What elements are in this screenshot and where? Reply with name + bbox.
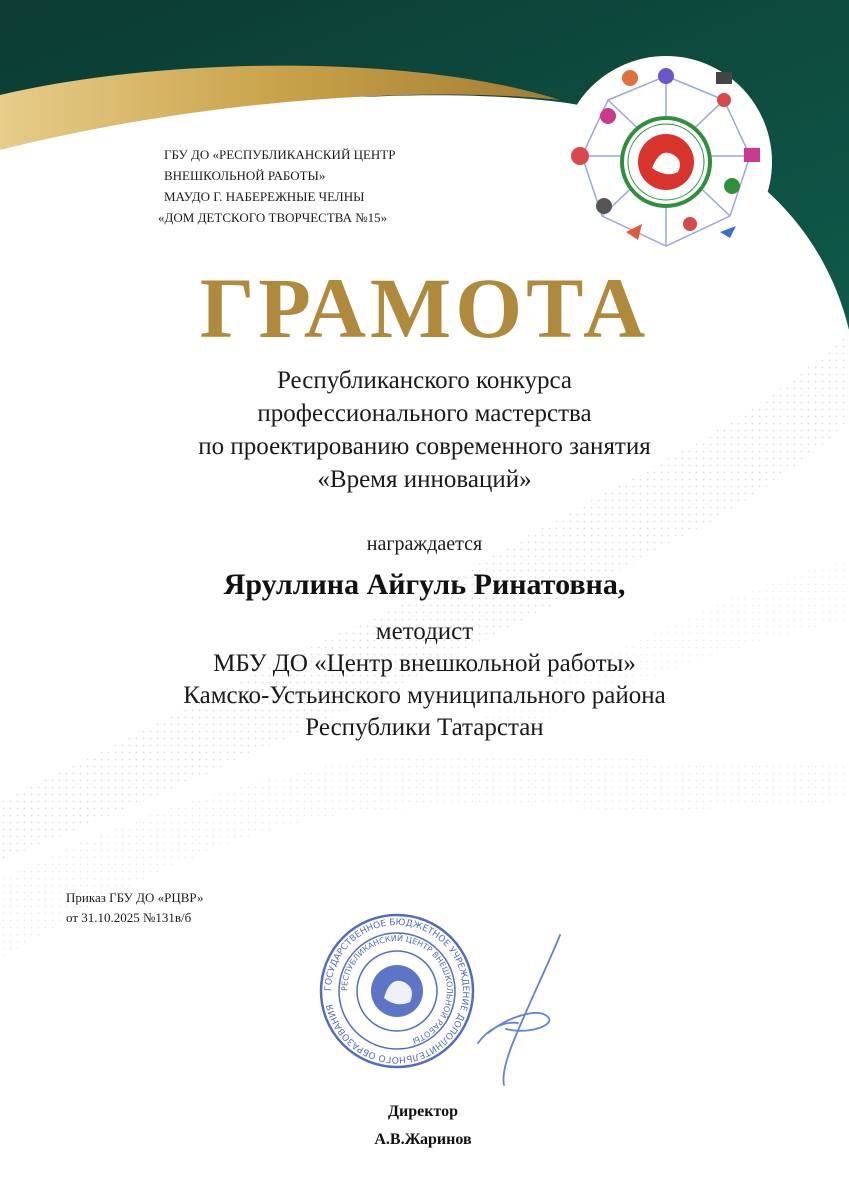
org-line-4: «ДОМ ДЕТСКОГО ТВОРЧЕСТВА №15» [158, 210, 388, 225]
recipient-org-line-3: Республики Татарстан [305, 714, 544, 741]
awarded-text: награждается [366, 533, 483, 555]
stamp-inner-text: РЕСПУБЛИКАНСКИЙ ЦЕНТР ВНЕШКОЛЬНОЙ РАБОТЫ [339, 933, 455, 1046]
signatory-name: А.В.Жаринов [374, 1131, 472, 1148]
recipient-org-line-2: Камско-Устьинского муниципального района [183, 682, 666, 709]
certificate-title: ГРАМОТА [199, 260, 650, 356]
org-line-1: ГБУ ДО «РЕСПУБЛИКАНСКИЙ ЦЕНТР [164, 147, 396, 162]
org-line-2: ВНЕШКОЛЬНОЙ РАБОТЫ» [164, 168, 326, 183]
order-reference [66, 888, 306, 928]
recipient-position: методист [375, 618, 474, 645]
contest-line-4: «Время инноваций» [317, 466, 532, 493]
order-line-1: Приказ ГБУ ДО «РЦВР» [66, 890, 204, 905]
recipient-org-line-1: МБУ ДО «Центр внешкольной работы» [213, 650, 636, 677]
org-line-3: МАУДО Г. НАБЕРЕЖНЫЕ ЧЕЛНЫ [164, 189, 365, 204]
organization-header [158, 144, 464, 228]
contest-description [0, 364, 849, 496]
contest-line-3: по проектированию современного занятия [198, 433, 651, 460]
stamp-outer-text: ГОСУДАРСТВЕННОЕ БЮДЖЕТНОЕ УЧРЕЖДЕНИЕ ДОПОЛНИТЕЛЬНОГО ОБРАЗОВАНИЯ [323, 917, 471, 1065]
order-line-2: от 31.10.2025 №131в/б [66, 910, 192, 925]
director-signature [448, 925, 598, 1100]
contest-line-2: профессионального мастерства [257, 400, 592, 427]
creativity-emblem-icon [560, 56, 772, 268]
signatory-title: Директор [388, 1103, 458, 1120]
contest-line-1: Республиканского конкурса [276, 367, 573, 394]
recipient-details [0, 616, 849, 744]
signatory-block [300, 1098, 546, 1154]
recipient-name: Яруллина Айгуль Ринатовна, [223, 568, 626, 601]
